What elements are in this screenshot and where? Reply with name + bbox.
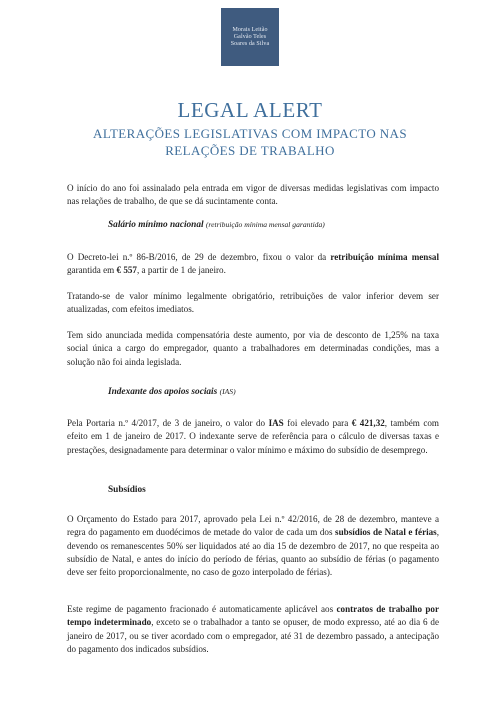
minimum-wage-heading-text: Salário mínimo nacional [108, 220, 204, 230]
ias-heading-note: (IAS) [219, 387, 236, 396]
logo-line-2: Galvão Teles [233, 33, 267, 40]
subsidies-paragraph-2 [67, 603, 439, 656]
intro-paragraph: O início do ano foi assinalado pela entrada em vigor de diversas medidas legislativas com impacto nas relações de trabalho, de que se dá sucintamente conta. [67, 183, 439, 207]
minimum-wage-paragraph-3: Tem sido anunciada medida compensatória deste aumento, por via de desconto de 1,25% na taxa social única a cargo do empregador, quanto a trabalhadores em determinadas condições, mas a solução não foi ainda legislada. [67, 330, 439, 367]
text-segment: , devendo os remanescentes 50% ser liquidados até ao dia 15 de dezembro de 2017, no que respeita ao subsídio de Natal, e antes do início do período de férias, quanto ao subsídio de férias (o pagamento deve ser feito proporcionalmente, no caso de gozo interpolado de férias). [67, 527, 439, 578]
text-segment: , a partir de 1 de janeiro. [136, 265, 226, 276]
text-segment: , também com efeito em 1 de janeiro de 2017. O indexante serve de referência para o cálculo de diversas taxas e prestações, designadamente para determinar o valor mínimo e máximo do subsídio de desemprego. [67, 418, 440, 455]
logo-line-3: Soares da Silva [230, 40, 270, 47]
text-segment: O Orçamento do Estado para 2017, aprovado pela Lei n.º 42/2016, de 28 de dezembro, manteve a regra do pagamento em duodécimos de metade do valor de cada um dos [67, 514, 439, 538]
subtitle-line-2: RELAÇÕES DE TRABALHO [165, 143, 335, 158]
bold-segment: € 421,32 [351, 418, 385, 428]
subsidies-paragraph-1 [67, 513, 439, 579]
minimum-wage-paragraph-1 [67, 251, 439, 278]
minimum-wage-heading-note: (retribuição mínima mensal garantida) [205, 220, 325, 229]
section-heading-subsidies: Subsídios [108, 485, 146, 495]
firm-logo [221, 8, 279, 66]
bold-segment: contratos de trabalho por tempo indeterminado [67, 604, 439, 628]
bold-segment: subsídios de Natal e férias [335, 527, 437, 538]
section-heading-ias [108, 387, 236, 397]
document-title: LEGAL ALERT [177, 98, 323, 122]
bold-segment: IAS [268, 418, 284, 428]
document-subtitle [60, 125, 440, 159]
text-segment: garantida em [67, 265, 117, 276]
text-segment: O Decreto-lei n.º 86-B/2016, de 29 de dezembro, fixou o valor da [67, 252, 331, 262]
text-segment: Este regime de pagamento fracionado é automaticamente aplicável aos [67, 604, 337, 614]
bold-segment: € 557 [116, 265, 137, 276]
ias-heading-text: Indexante dos apoios sociais [108, 387, 218, 397]
subtitle-line-1: ALTERAÇÕES LEGISLATIVAS COM IMPACTO NAS [93, 126, 407, 141]
text-segment: Pela Portaria n.º 4/2017, de 3 de janeiro, o valor do [67, 418, 269, 428]
text-segment: foi elevado para [283, 418, 352, 428]
text-segment: , exceto se o trabalhador a tanto se opuser, de modo expresso, até ao dia 6 de janeiro de 2017, ou se tiver acordado com o empregador, até 31 de dezembro passado, a antecipação do pagamento dos indicados subsídios. [67, 617, 439, 654]
bold-segment: retribuição mínima mensal [330, 252, 439, 262]
logo-line-1: Morais Leitão [232, 26, 268, 33]
ias-paragraph [67, 417, 439, 457]
section-heading-minimum-wage [108, 220, 325, 230]
minimum-wage-paragraph-2: Tratando-se de valor mínimo legalmente obrigatório, retribuições de valor inferior devem ser atualizadas, com efeitos imediatos. [67, 291, 439, 315]
